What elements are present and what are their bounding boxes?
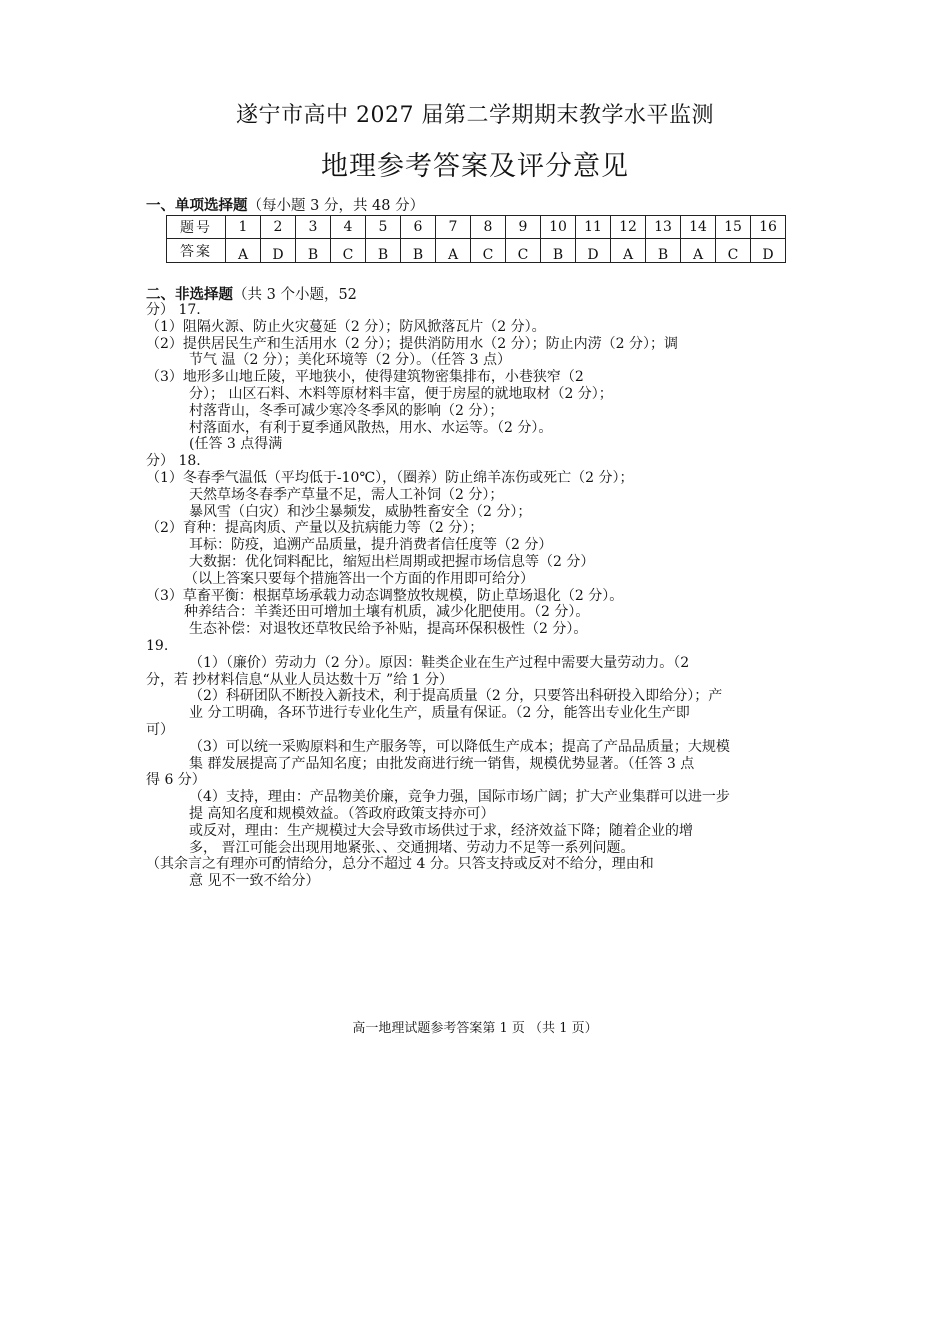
answer-line: 村落面水，有利于夏季通风散热，用水、水运等。（2 分）。 [189, 419, 553, 436]
question-number-cell: 2 [261, 216, 296, 239]
question-number-cell: 15 [716, 216, 751, 239]
answer-table [166, 215, 786, 263]
question-number-cell: 13 [646, 216, 681, 239]
answer-cell: B [541, 239, 576, 263]
answer-cell: A [226, 239, 261, 263]
document-subtitle: 地理参考答案及评分意见 [321, 151, 629, 182]
answer-cell: C [471, 239, 506, 263]
answer-line: （1）阻隔火源、防止火灾蔓延（2 分）；防风掀落瓦片（2 分）。 [146, 318, 546, 335]
answer-line: （1）冬春季气温低（平均低于-10℃），（圈养）防止绵羊冻伤或死亡（2 分）； [146, 469, 634, 486]
section-1-note: （每小题 3 分，共 48 分） [247, 198, 425, 214]
answer-cell: B [366, 239, 401, 263]
answer-line: （以上答案只要每个措施答出一个方面的作用即可给分） [184, 570, 534, 587]
answer-line: 意 见不一致不给分） [189, 873, 320, 890]
question-number-cell: 1 [226, 216, 261, 239]
answer-cell: C [506, 239, 541, 263]
answer-line: （3）地形多山地丘陵，平地狭小，使得建筑物密集排布，小巷狭窄（2 [146, 369, 584, 386]
answer-line: 分）； 山区石料、木料等原材料丰富，便于房屋的就地取材（2 分）； [189, 385, 613, 402]
answer-cell: A [436, 239, 471, 263]
section-1-heading [146, 194, 424, 215]
answer-line: 集 群发展提高了产品知名度；由批发商进行统一销售，规模优势显著。（任答 3 点 [189, 755, 695, 772]
question-number-cell: 12 [611, 216, 646, 239]
answer-line: 或反对，理由：生产规模过大会导致市场供过于求，经济效益下降；随着企业的增 [189, 822, 693, 839]
question-number-cell: 4 [331, 216, 366, 239]
answer-line: 暴风雪（白灾）和沙尘暴频发，威胁牲畜安全（2 分）； [189, 503, 532, 520]
answer-line: 分） 17. [146, 302, 201, 318]
row-label-answer: 答案 [167, 239, 226, 263]
answer-cell: A [611, 239, 646, 263]
question-number-cell: 16 [751, 216, 786, 239]
answer-line: 村落背山，冬季可减少寒冷冬季风的影响（2 分）； [189, 402, 504, 419]
answer-line: (任答 3 点得满 [189, 436, 283, 453]
page-footer: 高一地理试题参考答案第 1 页 （共 1 页） [352, 1021, 598, 1036]
answer-cell: C [331, 239, 366, 263]
section-2-label: 二、非选择题 [146, 287, 233, 303]
answer-line: 分） 18. [146, 453, 201, 470]
answer-line: 种养结合：羊粪还田可增加土壤有机质，减少化肥使用。（2 分）。 [184, 604, 590, 621]
answer-line: 生态补偿：对退牧还草牧民给予补贴，提高环保积极性（2 分）。 [189, 621, 588, 638]
answer-line: （3）可以统一采购原料和生产服务等，可以降低生产成本；提高了产品品质量；大规模 [189, 738, 730, 755]
answer-line: （2）科研团队不断投入新技术，利于提高质量（2 分，只要答出科研投入即给分）；产 [189, 688, 723, 705]
question-number-cell: 10 [541, 216, 576, 239]
row-label-question-number: 题号 [167, 216, 226, 239]
answer-cell: D [576, 239, 611, 263]
answer-cell: D [751, 239, 786, 263]
answer-line: 多， 晋江可能会出现用地紧张、、交通拥堵、劳动力不足等一系列问题。 [189, 839, 635, 856]
question-number-cell: 11 [576, 216, 611, 239]
answer-line: （4）支持，理由：产品物美价廉，竞争力强，国际市场广阔；扩大产业集群可以进一步 [189, 789, 730, 806]
answer-line: （3）草畜平衡：根据草场承载力动态调整放牧规模，防止草场退化（2 分）。 [146, 587, 624, 604]
answer-line: 节气 温（2 分）；美化环境等（2 分）。（任答 3 点） [189, 352, 511, 369]
answer-table-number-row [167, 216, 786, 239]
answer-line: （其余言之有理亦可酌情给分，总分不超过 4 分。只答支持或反对不给分，理由和 [146, 856, 654, 873]
answer-line: 分，若 抄材料信息“从业人员达数十万 ”给 1 分） [146, 671, 454, 688]
question-number-cell: 14 [681, 216, 716, 239]
question-number-cell: 8 [471, 216, 506, 239]
answer-line: 业 分工明确，各环节进行专业化生产，质量有保证。（2 分，能答出专业化生产即 [189, 705, 690, 722]
answer-cell: B [646, 239, 681, 263]
answer-cell: B [296, 239, 331, 263]
answer-line: 可） [146, 721, 174, 738]
answer-line: 天然草场冬春季产草量不足，需人工补饲（2 分）； [189, 486, 504, 503]
question-number-cell: 9 [506, 216, 541, 239]
answer-line: 得 6 分） [146, 772, 206, 789]
section-2-heading [146, 283, 357, 304]
answer-line: 大数据：优化饲料配比，缩短出栏周期或把握市场信息等（2 分） [189, 553, 595, 570]
answer-line: 耳标：防疫，追溯产品质量，提升消费者信任度等（2 分） [189, 537, 553, 554]
answer-cell: C [716, 239, 751, 263]
answer-cell: A [681, 239, 716, 263]
answer-line: 19. [146, 637, 169, 654]
answer-cell: D [261, 239, 296, 263]
answer-cell: B [401, 239, 436, 263]
question-number-cell: 5 [366, 216, 401, 239]
question-number-cell: 7 [436, 216, 471, 239]
answer-line: （2）育种：提高肉质、产量以及抗病能力等（2 分）； [146, 520, 484, 537]
section-2-note: （共 3 个小题，52 [233, 287, 357, 303]
answer-line: （2）提供居民生产和生活用水（2 分）；提供消防用水（2 分）；防止内涝（2 分）；调 [146, 335, 678, 352]
answer-body [146, 302, 796, 890]
question-number-cell: 6 [401, 216, 436, 239]
question-number-cell: 3 [296, 216, 331, 239]
answer-line: （1）（廉价）劳动力（2 分）。原因：鞋类企业在生产过程中需要大量劳动力。（2 [189, 654, 690, 671]
answer-table-answer-row [167, 239, 786, 263]
section-1-label: 一、单项选择题 [146, 198, 248, 214]
answer-line: 提 高知名度和规模效益。（答政府政策支持亦可） [189, 805, 495, 822]
document-title: 遂宁市高中 2027 届第二学期期末教学水平监测 [236, 103, 714, 128]
